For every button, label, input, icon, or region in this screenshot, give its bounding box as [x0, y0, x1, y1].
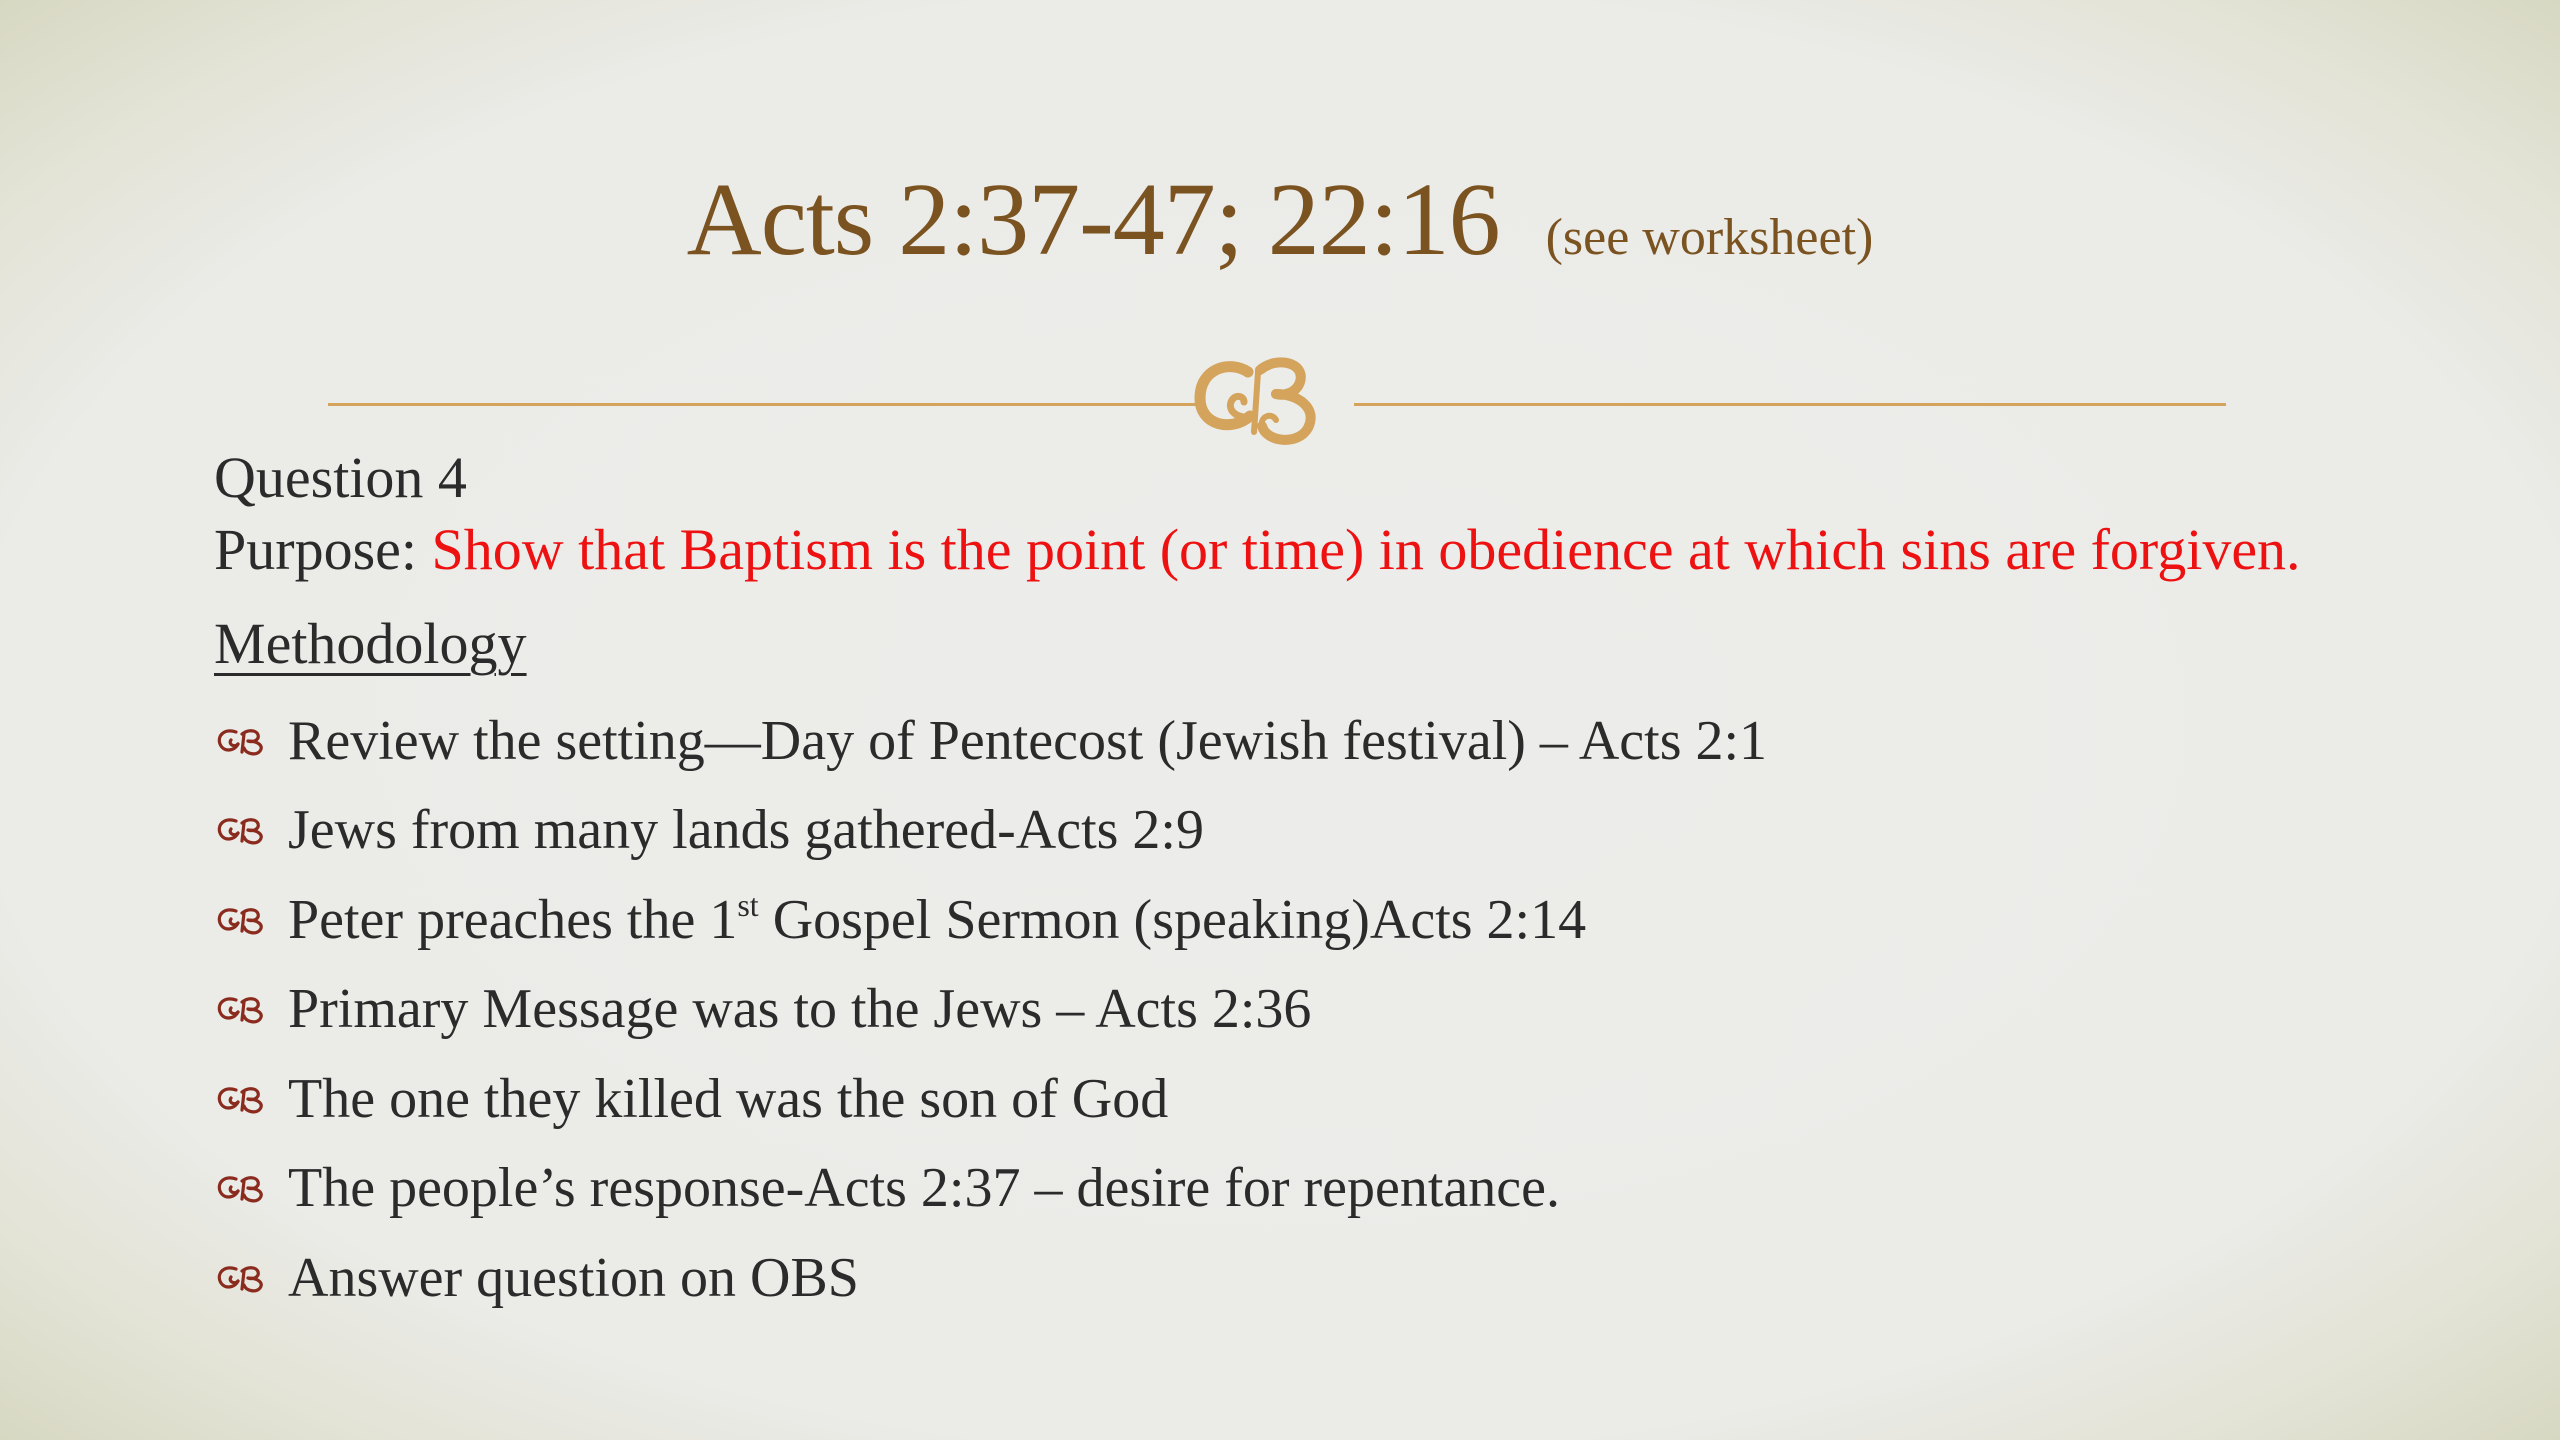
ordinal-suffix: st [737, 886, 759, 923]
divider-left [328, 403, 1198, 406]
list-item [214, 786, 2354, 876]
bullet-text: Answer question on OBS [288, 1246, 859, 1309]
purpose-text: Show that Baptism is the point (or time) in obedience at which sins are forgiven. [431, 517, 2301, 582]
slide-title-note: (see worksheet) [1545, 209, 1874, 266]
bullet-text [288, 888, 1586, 952]
bullet-text: The one they killed was the son of God [288, 1067, 1169, 1130]
fleuron-bullet-icon [214, 815, 288, 845]
bullet-text: Review the setting—Day of Pentecost (Jewish festival) – Acts 2:1 [288, 709, 1768, 772]
fleuron-bullet-icon [214, 1084, 288, 1114]
list-item [214, 1144, 2354, 1234]
list-item [214, 696, 2354, 786]
scroll-ornament-icon [1180, 350, 1330, 450]
methodology-list [214, 696, 2354, 1323]
fleuron-bullet-icon [214, 1263, 288, 1293]
list-item [214, 875, 2354, 965]
slide-body [214, 440, 2354, 1323]
fleuron-bullet-icon [214, 994, 288, 1024]
fleuron-bullet-icon [214, 905, 288, 935]
list-item [214, 1233, 2354, 1323]
bullet-text: Jews from many lands gathered-Acts 2:9 [288, 799, 1204, 862]
slide-title-row [0, 160, 2560, 279]
bullet-text: Primary Message was to the Jews – Acts 2:36 [288, 978, 1312, 1041]
list-item [214, 965, 2354, 1055]
divider-right [1354, 403, 2226, 406]
fleuron-bullet-icon [214, 726, 288, 756]
question-heading: Question 4 [214, 445, 467, 510]
bullet-text-post: Gospel Sermon (speaking)Acts 2:14 [758, 888, 1587, 951]
methodology-heading: Methodology [214, 611, 527, 676]
purpose-paragraph [214, 517, 2354, 582]
list-item [214, 1054, 2354, 1144]
bullet-text: The people’s response-Acts 2:37 – desire for repentance. [288, 1157, 1560, 1220]
bullet-text-pre: Peter preaches the 1 [288, 888, 738, 951]
slide-title: Acts 2:37-47; 22:16 [686, 162, 1500, 277]
purpose-label: Purpose: [214, 517, 432, 582]
fleuron-bullet-icon [214, 1173, 288, 1203]
